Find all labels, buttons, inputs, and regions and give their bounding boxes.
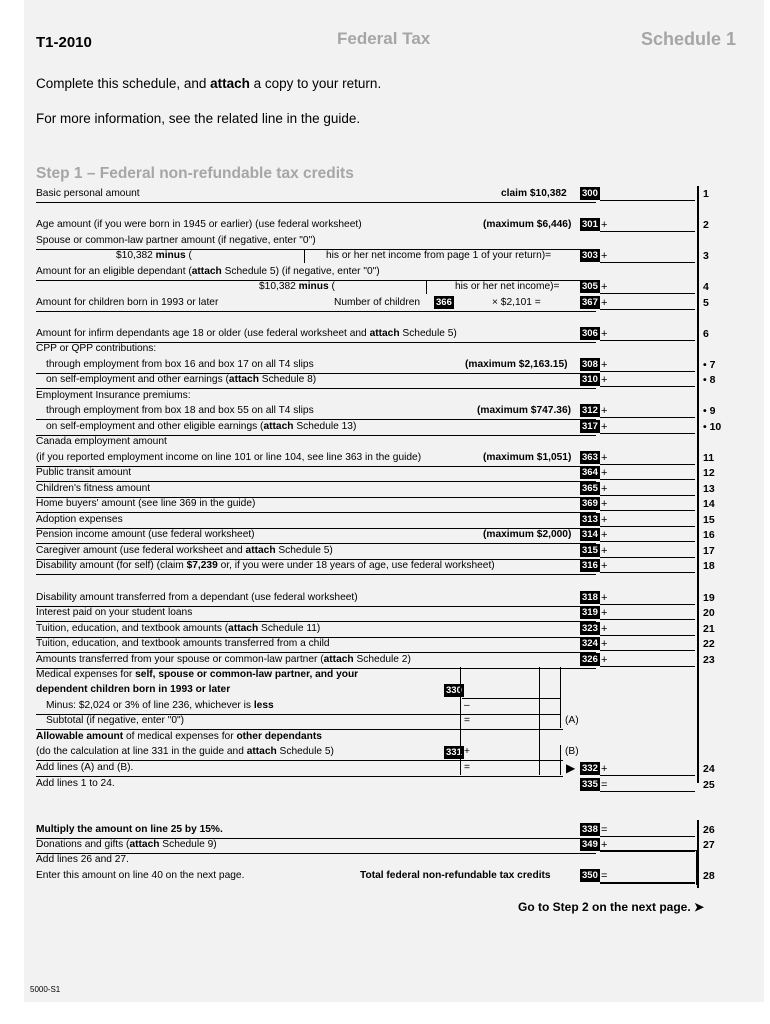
amount-field-364[interactable] (600, 465, 695, 480)
amount-field-323[interactable] (600, 621, 695, 636)
line-code-335: 335 (582, 779, 598, 790)
line-operator: + (601, 452, 608, 464)
line-operator: = (601, 779, 608, 791)
net-income-field[interactable] (426, 280, 427, 294)
line-text: Amount for children born in 1993 or later (36, 297, 219, 308)
line-text: Interest paid on your student loans (36, 607, 193, 618)
line-operator: + (601, 405, 608, 417)
line-number: • 9 (703, 405, 716, 417)
amount-field-326[interactable] (600, 652, 695, 667)
line-12-label (36, 388, 596, 404)
line-text: on self-employment and other eligible earnings (attach Schedule 13) (46, 421, 357, 432)
line-max-note: (maximum $2,000) (483, 529, 572, 540)
subtotal-label: Subtotal (if negative, enter "0") (46, 715, 185, 726)
label-b: (B) (565, 746, 579, 757)
line-max-note: claim $10,382 (501, 188, 567, 199)
line-27-label (36, 636, 596, 653)
line-number: 18 (703, 560, 715, 572)
amount-field-303[interactable] (600, 248, 695, 263)
line-code-323: 323 (582, 623, 598, 634)
amount-field-312[interactable] (600, 403, 695, 418)
line-25-label (36, 605, 596, 622)
line-number: 15 (703, 514, 715, 526)
arrow-right-icon: ➤ (694, 900, 705, 914)
line-code-312: 312 (582, 405, 598, 416)
medical-label-2: dependent children born in 1993 or later (36, 684, 231, 695)
line-code-300: 300 (582, 188, 598, 199)
line-number: 11 (703, 452, 715, 464)
amount-field-315[interactable] (600, 543, 695, 558)
line-number: 27 (703, 839, 715, 851)
line-number: 20 (703, 607, 715, 619)
line-code-303: 303 (582, 250, 598, 261)
medical-label-1: Medical expenses for self, spouse or common-law partner, and your (36, 669, 359, 680)
line-text: Donations and gifts (attach Schedule 9) (36, 839, 217, 850)
medical-field-330[interactable] (462, 698, 560, 699)
line-code-317: 317 (582, 421, 598, 432)
line-code-324: 324 (582, 638, 598, 649)
amount-field-318[interactable] (600, 590, 695, 605)
amount-field-317[interactable] (600, 419, 695, 434)
line-code-319: 319 (582, 607, 598, 618)
line-operator: = (601, 870, 608, 882)
line-code-369: 369 (582, 498, 598, 509)
line-text: Caregiver amount (use federal worksheet and attach Schedule 5) (36, 545, 333, 556)
line-text: Public transit amount (36, 467, 132, 478)
line-code-306: 306 (582, 328, 598, 339)
line-code-365: 365 (582, 483, 598, 494)
line-code-318: 318 (582, 592, 598, 603)
line-code-349: 349 (582, 839, 598, 850)
line-text: through employment from box 18 and box 55 on all T4 slips (46, 405, 314, 416)
line-text: Employment Insurance premiums: (36, 390, 191, 401)
line-code-332: 332 (582, 763, 598, 774)
line-number: 5 (703, 297, 709, 309)
line-code-314: 314 (582, 529, 598, 540)
line-code-326: 326 (582, 654, 598, 665)
line-text: CPP or QPP contributions: (36, 343, 157, 354)
line-operator: + (601, 638, 608, 650)
line-number: 6 (703, 328, 709, 340)
form-code: T1-2010 (36, 34, 92, 51)
line-text: Children's fitness amount (36, 483, 151, 494)
line-number: 16 (703, 529, 715, 541)
line-operator: + (601, 328, 608, 340)
line-number: • 8 (703, 374, 716, 386)
line-code-338: 338 (582, 824, 598, 835)
intro-line-2: For more information, see the related line in the guide. (36, 111, 361, 126)
line-operator: + (601, 421, 608, 433)
line-operator: + (601, 498, 608, 510)
grid-v1 (460, 667, 461, 775)
line-text: Amount for an eligible dependant (attach Schedule 5) (if negative, enter "0") (36, 266, 380, 277)
amount-field-365[interactable] (600, 481, 695, 496)
line-number: 25 (703, 779, 715, 791)
eq-op-2: = (464, 762, 470, 773)
amount-field-301[interactable] (600, 217, 695, 232)
amount-field-310[interactable] (600, 372, 695, 387)
line-operator: + (601, 560, 608, 572)
line-text: Tuition, education, and textbook amounts (attach Schedule 11) (36, 623, 321, 634)
amount-field-324[interactable] (600, 636, 695, 651)
amount-field-300[interactable] (600, 186, 695, 201)
line-code-350: 350 (582, 870, 598, 881)
line-operator: + (601, 374, 608, 386)
line-text: Disability amount (for self) (claim $7,239 or, if you were under 18 years of age, use federal worksheet) (36, 560, 495, 571)
medical-minus-label: Minus: $2,024 or 3% of line 236, whichever is less (46, 700, 274, 711)
line-code-301: 301 (582, 219, 598, 230)
total-label: Total federal non-refundable tax credits (360, 870, 551, 881)
form-number: 5000-S1 (30, 985, 61, 994)
line-mid-note: his or her net income)= (455, 281, 560, 292)
line-number: 21 (703, 623, 715, 635)
amount-field-313[interactable] (600, 512, 695, 527)
line-text: $10,382 minus ( (259, 281, 335, 292)
label-a: (A) (565, 715, 579, 726)
line-number: 4 (703, 281, 709, 293)
amount-field-316[interactable] (600, 558, 695, 573)
line-code-308: 308 (582, 359, 598, 370)
line-number: 26 (703, 824, 715, 836)
line-text: through employment from box 16 and box 17 on all T4 slips (46, 359, 314, 370)
amount-field-369[interactable] (600, 496, 695, 511)
line-max-note: (maximum $2,163.15) (465, 359, 568, 370)
line-operator: + (601, 607, 608, 619)
line-operator: + (601, 839, 608, 851)
line-code-305: 305 (582, 281, 598, 292)
minus-op: – (464, 700, 470, 711)
amount-field-338[interactable] (600, 822, 695, 837)
line-operator: + (601, 592, 608, 604)
add-ab-rule[interactable] (36, 776, 563, 777)
amount-field-335[interactable] (600, 777, 695, 792)
line-operator: + (601, 529, 608, 541)
line-operator: = (601, 824, 608, 836)
line-code-330: 330 (446, 685, 462, 696)
eq-op: = (464, 715, 470, 726)
line-number: 28 (703, 870, 715, 882)
children-calc: × $2,101 = (492, 297, 541, 308)
line-text: $10,382 minus ( (116, 250, 192, 261)
line-number: 19 (703, 592, 715, 604)
right-column-bar-2 (697, 820, 699, 888)
other-dependants-label: Allowable amount of medical expenses for other dependants (36, 731, 322, 742)
amount-field-332[interactable] (600, 761, 695, 776)
form-page (24, 0, 764, 1002)
line-mid-note: his or her net income from page 1 of your return)= (326, 250, 552, 261)
children-count-box: 366 (436, 297, 452, 308)
line-9-label (36, 341, 596, 357)
line-23-label (36, 558, 596, 575)
amount-field-308[interactable] (600, 357, 695, 372)
line-text: Adoption expenses (36, 514, 123, 525)
line-text: Canada employment amount (36, 436, 167, 447)
line-number: 1 (703, 188, 709, 200)
line-text: Spouse or common-law partner amount (if negative, enter "0") (36, 235, 316, 246)
arrow-icon: ▶ (566, 761, 576, 775)
line-number: • 10 (703, 421, 722, 433)
line-text: Disability amount transferred from a dependant (use federal worksheet) (36, 592, 358, 603)
amount-field-305[interactable] (600, 279, 695, 294)
line-operator: + (601, 297, 608, 309)
line-operator: + (601, 483, 608, 495)
line-code-310: 310 (582, 374, 598, 385)
line-number: 24 (703, 763, 715, 775)
line-operator: + (601, 763, 608, 775)
line-text: Age amount (if you were born in 1945 or earlier) (use federal worksheet) (36, 219, 362, 230)
line-operator: + (601, 219, 608, 231)
line-text: Home buyers' amount (see line 369 in the guide) (36, 498, 256, 509)
other-dependants-label-2: (do the calculation at line 331 in the guide and attach Schedule 5) (36, 746, 334, 757)
line-operator: + (601, 467, 608, 479)
line-text: (if you reported employment income on line 101 or line 104, see line 363 in the guide) (36, 452, 422, 463)
line-text: Enter this amount on line 40 on the next page. (36, 870, 245, 881)
add-1-24-label: Add lines 1 to 24. (36, 778, 115, 789)
line-number: 2 (703, 219, 709, 231)
line-operator: + (601, 623, 608, 635)
line-19-label (36, 496, 596, 513)
line-text: Amounts transferred from your spouse or common-law partner (attach Schedule 2) (36, 654, 411, 665)
line-operator: + (601, 545, 608, 557)
line-code-363: 363 (582, 452, 598, 463)
line-code-367: 367 (582, 297, 598, 308)
amount-field-314[interactable] (600, 527, 695, 542)
line-text: Basic personal amount (36, 188, 140, 199)
line-17-label (36, 465, 596, 482)
bottom-line-3 (36, 852, 596, 868)
line-operator: + (601, 250, 608, 262)
form-title: Federal Tax (337, 29, 431, 48)
line-operator: + (601, 654, 608, 666)
go-to-step-2: Go to Step 2 on the next page. ➤ (518, 900, 705, 914)
line-number: • 7 (703, 359, 716, 371)
line-number: 22 (703, 638, 715, 650)
line-code-331: 331 (446, 747, 462, 758)
amount-field-319[interactable] (600, 605, 695, 620)
net-income-field[interactable] (304, 249, 305, 263)
line-code-364: 364 (582, 467, 598, 478)
line-operator: + (601, 359, 608, 371)
schedule-label: Schedule 1 (641, 29, 737, 49)
line-text: Add lines 26 and 27. (36, 854, 129, 865)
line-max-note: (maximum $747.36) (477, 405, 572, 416)
line-number: 13 (703, 483, 715, 495)
amount-field-306[interactable] (600, 326, 695, 341)
right-column-bar (697, 186, 699, 783)
line-code-315: 315 (582, 545, 598, 556)
line-text: Amount for infirm dependants age 18 or older (use federal worksheet and attach Schedule 5) (36, 328, 457, 339)
line-operator: + (601, 281, 608, 293)
plus-op: + (464, 746, 470, 757)
line-code-313: 313 (582, 514, 598, 525)
line-text: Multiply the amount on line 25 by 15%. (36, 824, 223, 835)
children-count-label: Number of children (334, 297, 421, 308)
intro-line-1: Complete this schedule, and attach a copy to your return. (36, 76, 382, 91)
amount-field-363[interactable] (600, 450, 695, 465)
line-operator: + (601, 514, 608, 526)
line-number: 14 (703, 498, 715, 510)
step-title: Step 1 – Federal non-refundable tax credits (36, 165, 354, 182)
line-max-note: (maximum $6,446) (483, 219, 572, 230)
line-code-316: 316 (582, 560, 598, 571)
line-11-label (36, 372, 596, 389)
grid-v3 (560, 667, 561, 728)
total-box (599, 850, 697, 885)
line-number: 17 (703, 545, 715, 557)
line-text: Pension income amount (use federal worksheet) (36, 529, 255, 540)
line-number: 12 (703, 467, 715, 479)
amount-field-367[interactable] (600, 295, 695, 310)
line-number: 23 (703, 654, 715, 666)
line-15-label (36, 434, 596, 450)
line-text: on self-employment and other earnings (attach Schedule 8) (46, 374, 317, 385)
add-ab-label: Add lines (A) and (B). (36, 762, 134, 773)
line-max-note: (maximum $1,051) (483, 452, 572, 463)
grid-v2 (539, 667, 540, 775)
grid-v4 (560, 745, 561, 775)
line-number: 3 (703, 250, 709, 262)
line-text: Tuition, education, and textbook amounts transferred from a child (36, 638, 330, 649)
